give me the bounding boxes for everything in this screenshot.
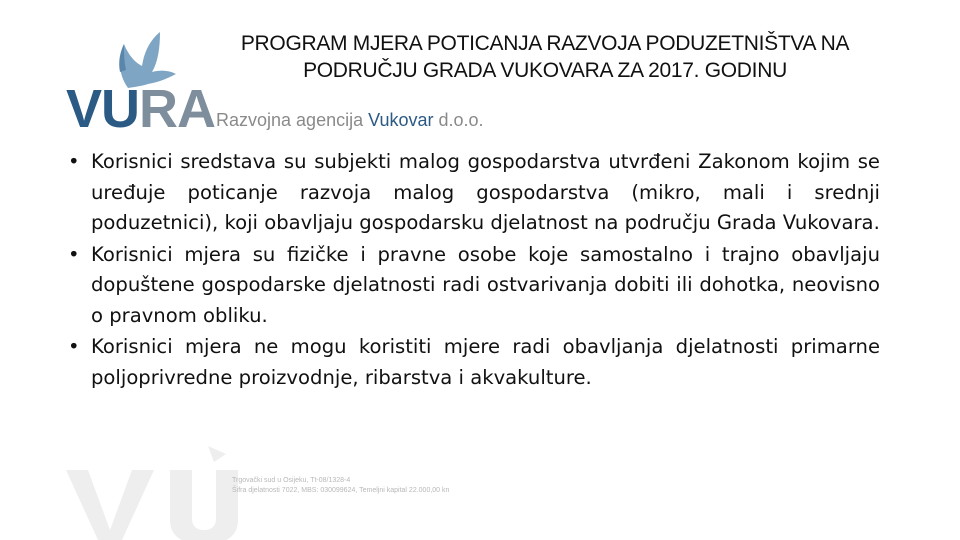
bullet-item	[66, 332, 880, 393]
bullet-item	[66, 240, 880, 332]
page-title-line: PODRUČJU GRADA VUKOVARA ZA 2017. GODINU	[303, 59, 787, 82]
page-title-line: PROGRAM MJERA POTICANJA RAZVOJA PODUZETNIŠTVA NA	[240, 32, 850, 55]
bullet-marker: •	[68, 242, 80, 266]
logo-word-ra: RA	[139, 79, 216, 139]
bullet-marker: •	[68, 150, 80, 173]
logo-word-vu: VU	[66, 79, 140, 139]
bullet-text: Korisnici mjera su fizičke i pravne osobe koje samostalno i trajno obavljaju dopuštene gospodarske djelatnosti radi ostvarivanja dobiti ili dohotka, neovisno o pravnom obliku.	[91, 242, 880, 327]
bullet-item	[66, 147, 880, 239]
registration-line: Šifra djelatnosti 7022, MBS: 030099624, Temeljni kapital 22.000,00 kn	[232, 487, 450, 494]
logo-subtitle	[216, 110, 484, 130]
registration-text	[232, 476, 449, 496]
registration-line: Trgovački sud u Osijeku, Tt-08/1328-4	[232, 477, 351, 484]
bullet-list	[66, 147, 880, 394]
logo-subtitle-highlight: Vukovar	[368, 110, 434, 130]
bullet-marker: •	[68, 335, 80, 358]
watermark-logo	[58, 440, 258, 540]
bullet-text: Korisnici sredstava su subjekti malog gospodarstva utvrđeni Zakonom kojim se uređuje poticanje razvoja malog gospodarstva (mikro, mali i srednji poduzetnici), koji obavljaju gospodarsku djelatnost na području Grada Vukovara.	[91, 150, 880, 234]
logo-subtitle-post: d.o.o.	[433, 110, 484, 130]
logo-wordmark	[66, 79, 216, 139]
bullet-text: Korisnici mjera ne mogu koristiti mjere radi obavljanja djelatnosti primarne poljoprivredne proizvodnje, ribarstva i akvakulture.	[91, 335, 880, 389]
logo-subtitle-pre: Razvojna agencija	[216, 110, 369, 130]
page-title	[200, 30, 890, 84]
